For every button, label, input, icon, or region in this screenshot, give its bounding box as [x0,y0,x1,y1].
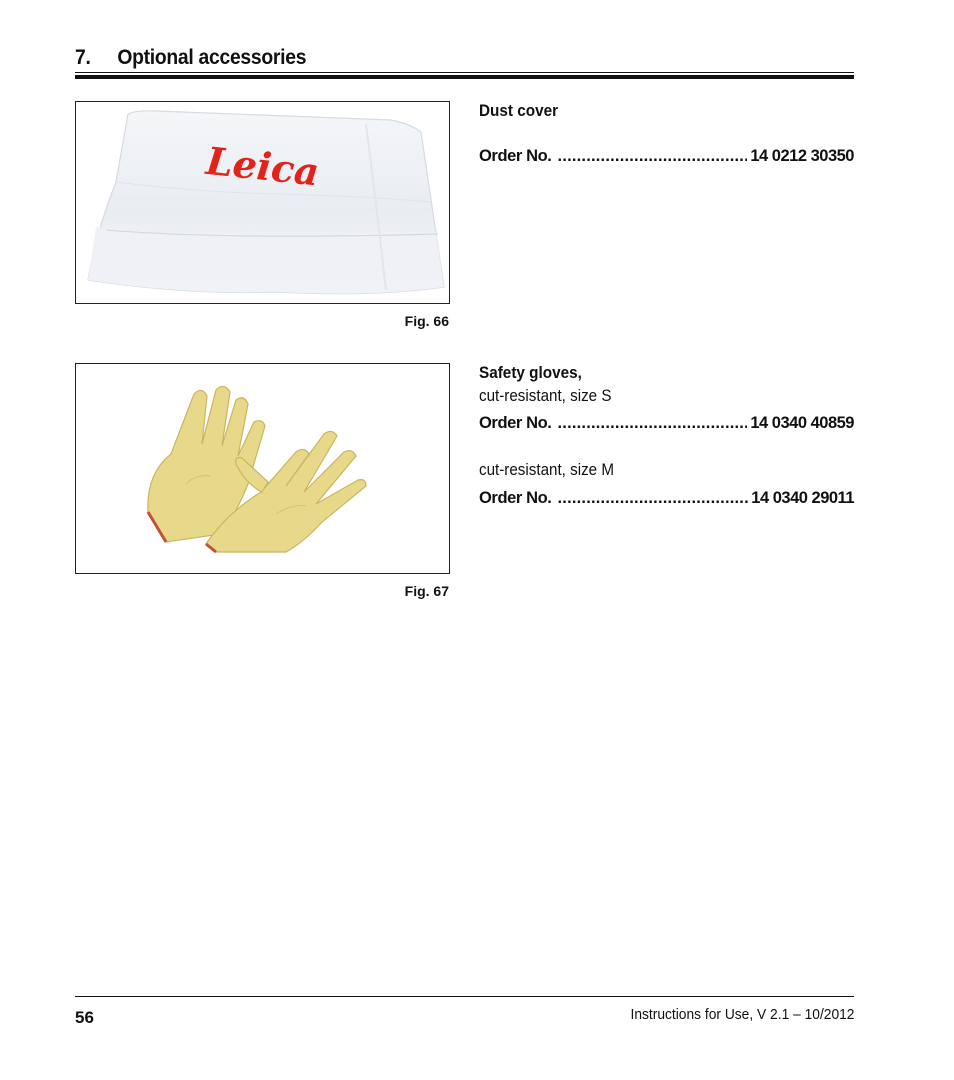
figure-caption-67: Fig. 67 [404,583,449,599]
leader-dots [558,147,748,166]
order-number: 14 0212 30350 [750,147,854,165]
order-number: 14 0340 40859 [750,414,854,432]
gloves-m-order-row [479,489,854,511]
figure-caption-66: Fig. 66 [404,313,449,329]
variant-size-s: cut-resistant, size S [479,387,612,405]
figure-safety-gloves [75,363,450,574]
safety-gloves-title: Safety gloves, [479,363,582,382]
gloves-s-order-row [479,414,854,436]
page-number: 56 [75,1008,94,1027]
order-label: Order No. [479,147,552,165]
chapter-heading [75,46,792,70]
header-rule-thick [75,75,854,79]
dust-cover-order-row [479,147,854,169]
header-rule-thin [75,72,854,73]
footer-document-info: Instructions for Use, V 2.1 – 10/2012 [629,1006,854,1023]
chapter-title: Optional accessories [117,46,307,69]
figure-dust-cover [75,101,450,304]
dust-cover-title: Dust cover [479,101,559,120]
leader-dots [558,414,748,433]
leica-logo: Leica [204,137,322,195]
order-label: Order No. [479,414,552,432]
leader-dots [558,489,749,508]
order-label: Order No. [479,489,552,507]
variant-size-m: cut-resistant, size M [479,461,614,479]
order-number: 14 0340 29011 [751,489,854,507]
chapter-number: 7. [75,46,91,69]
dust-cover-image [76,102,449,303]
safety-gloves-image [76,364,449,573]
footer-rule [75,996,854,997]
